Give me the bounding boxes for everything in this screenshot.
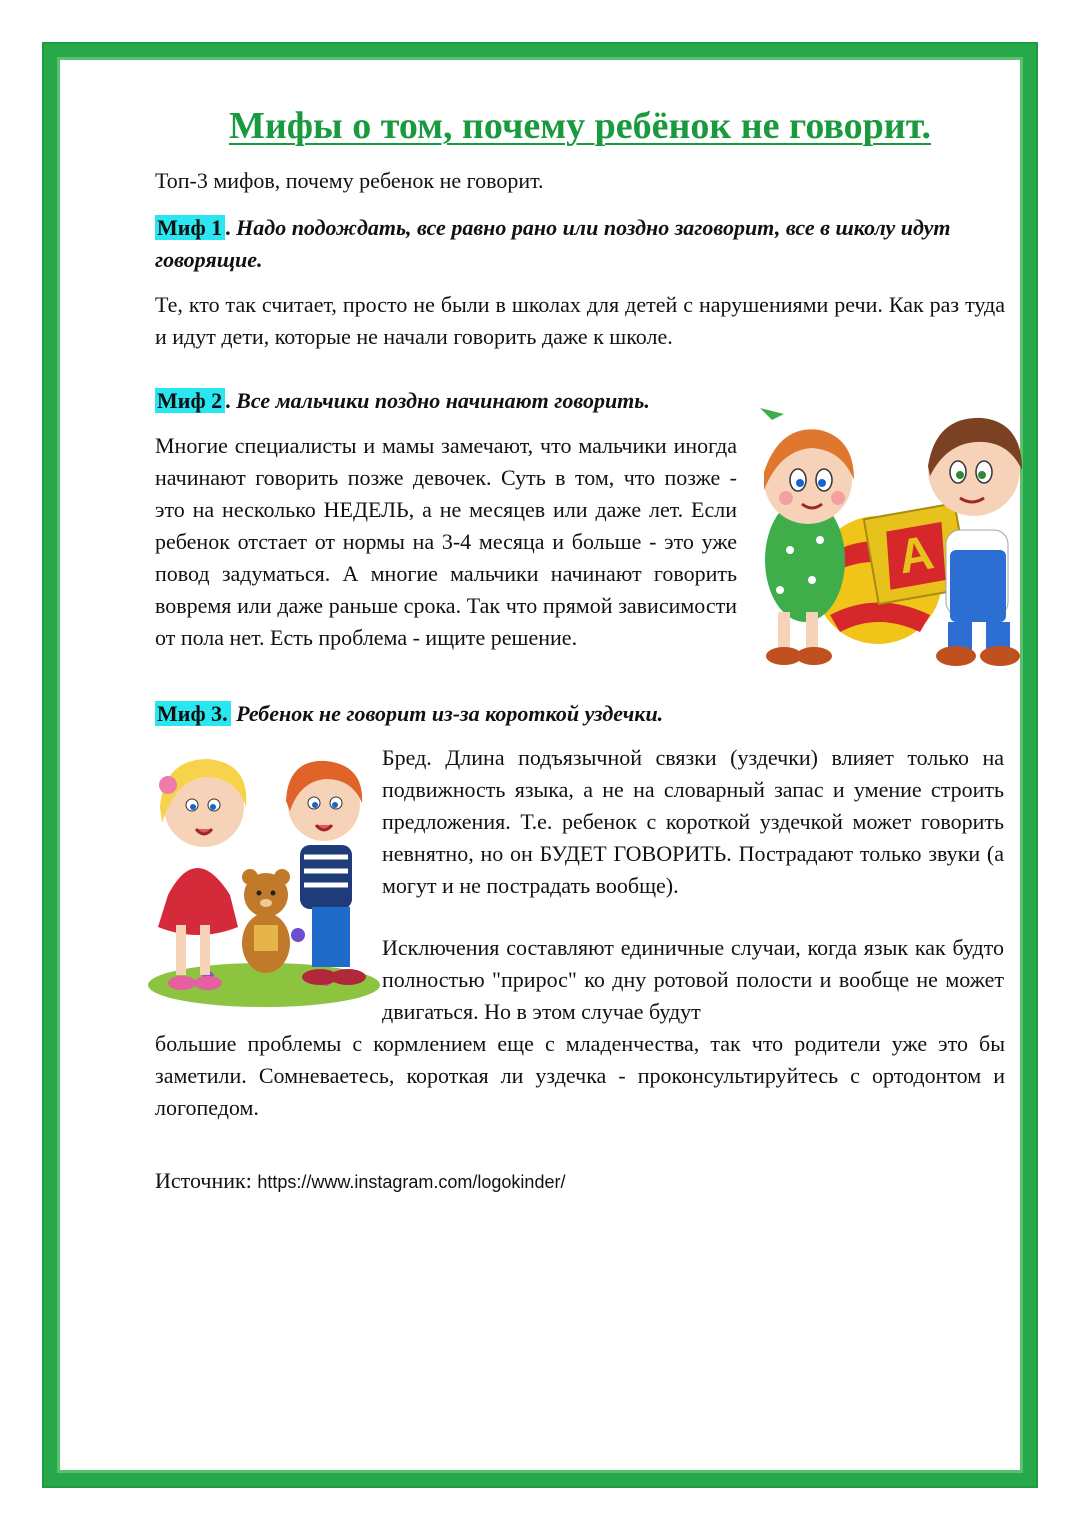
children-ball-block-illustration [750,400,1026,682]
source-line [155,1168,565,1194]
myth-1-heading [155,212,1005,276]
myth-2-body: Многие специалисты и мамы замечают, что мальчики иногда начинают говорить позже девочек. Суть в том, что позже - это на несколько НЕДЕЛЬ, а не месяцев или даже лет. Если ребенок отстает от нормы на 3-4 месяца и больше - это уже повод задуматься. А многие мальчики начинают говорить вовремя или даже раньше срока. Так что прямой зависимости от пола нет. Есть проблема - ищите решение. [155,433,737,650]
myth-1-body: Те, кто так считает, просто не были в школах для детей с нарушениями речи. Как раз туда и идут дети, которые не начали говорить даже к школе. [155,292,1005,349]
myth-2-label: Миф 2 [155,388,225,413]
block-letter: А [894,526,938,585]
children-teddy-bear-illustration [148,745,380,1007]
myth-3-body-wrapped-2: Исключения составляют единичные случаи, когда язык как будто полностью "прирос" ко дну ротовой полости и вообще не может двигаться. Но в этом случае будут [382,935,1004,1024]
source-link[interactable]: https://www.instagram.com/logokinder/ [257,1172,566,1192]
girl-dress-icon [158,868,238,935]
myth-3-body-full: большие проблемы с кормлением еще с младенчества, так что родители уже это бы заметили. Сомневаетесь, короткая ли уздечка - проконсультируйтесь с ортодонтом и логопедом. [155,1031,1005,1120]
myth-1-separator: . [225,215,231,240]
myth-2-claim: Все мальчики поздно начинают говорить. [236,388,650,413]
myth-3-claim: Ребенок не говорит из-за короткой уздечки. [236,701,664,726]
myth-1-claim: Надо подождать, все равно рано или поздно заговорит, все в школу идут говорящие. [155,215,951,272]
intro-text: Топ-3 мифов, почему ребенок не говорит. [155,168,544,193]
myth-2-separator: . [225,388,231,413]
source-label: Источник: [155,1168,252,1193]
myth-1-label: Миф 1 [155,215,225,240]
boy-overalls-icon [950,550,1006,622]
myth-3-heading [155,698,1005,730]
myth-3-body-wrapped: Бред. Длина подъязычной связки (уздечки) влияет только на подвижность языка, а не на словарный запас и умение строить предложения. Т.е. ребенок с короткой уздечкой может говорить невнятно, но он БУДЕТ ГОВОРИТЬ. Пострадают только звуки (а могут и не пострадать вообще). [382,745,1004,898]
page-title: Мифы о том, почему ребёнок не говорит. [228,105,932,147]
myth-3-label: Миф 3. [155,701,231,726]
